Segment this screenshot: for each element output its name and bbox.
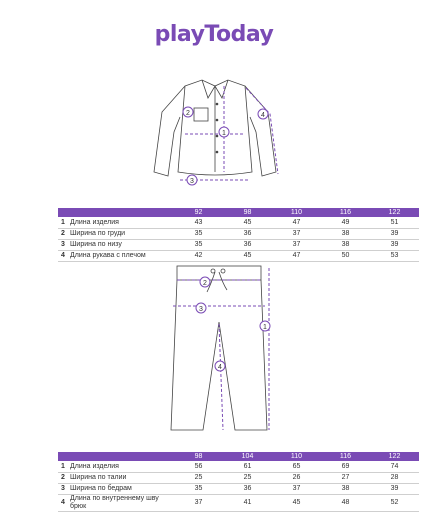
table-row: 4 Длина рукава с плечом 42 45 47 50 53 (58, 250, 419, 261)
svg-text:4: 4 (261, 112, 265, 119)
table-row: 3 Ширина по низу 35 36 37 38 39 (58, 239, 419, 250)
svg-text:2: 2 (186, 110, 190, 117)
svg-text:1: 1 (263, 324, 267, 331)
size-header: 98 (174, 452, 223, 461)
table-row: 2 Ширина по груди 35 36 37 38 39 (58, 228, 419, 239)
table-row: 3 Ширина по бедрам 35 36 37 38 39 (58, 483, 419, 494)
header-blank (58, 452, 174, 461)
svg-text:3: 3 (199, 306, 203, 313)
size-header: 104 (223, 452, 272, 461)
size-header: 116 (321, 452, 370, 461)
table-row: 1 Длина изделия 56 61 65 69 74 (58, 461, 419, 472)
size-header: 116 (321, 208, 370, 217)
size-header: 110 (272, 208, 321, 217)
shirt-marker-1 (219, 127, 229, 137)
shirt-measurement-drawing (140, 72, 290, 192)
shirt-marker-3 (187, 175, 197, 185)
brand-logo: playToday (154, 22, 274, 47)
svg-text:2: 2 (203, 280, 207, 287)
size-header: 122 (370, 452, 419, 461)
table-row: 2 Ширина по талии 25 25 26 27 28 (58, 472, 419, 483)
size-header: 92 (174, 208, 223, 217)
pants-marker-3 (196, 303, 206, 313)
svg-text:4: 4 (218, 364, 222, 371)
pants-marker-1 (260, 321, 270, 331)
svg-text:3: 3 (190, 178, 194, 185)
shirt-marker-2 (183, 107, 193, 117)
size-header: 122 (370, 208, 419, 217)
table-row: 1 Длина изделия 43 45 47 49 51 (58, 217, 419, 228)
table-row: 4 Длина по внутреннему шву брюк 37 41 45 48 52 (58, 494, 419, 511)
pants-marker-2 (200, 277, 210, 287)
size-header: 98 (223, 208, 272, 217)
pants-marker-4 (215, 361, 225, 371)
shirt-size-table (58, 208, 419, 262)
pants-measurement-drawing (165, 262, 275, 437)
header-blank (58, 208, 174, 217)
svg-text:1: 1 (222, 130, 226, 137)
pants-size-table (58, 452, 419, 512)
shirt-marker-4 (258, 109, 268, 119)
size-header: 110 (272, 452, 321, 461)
